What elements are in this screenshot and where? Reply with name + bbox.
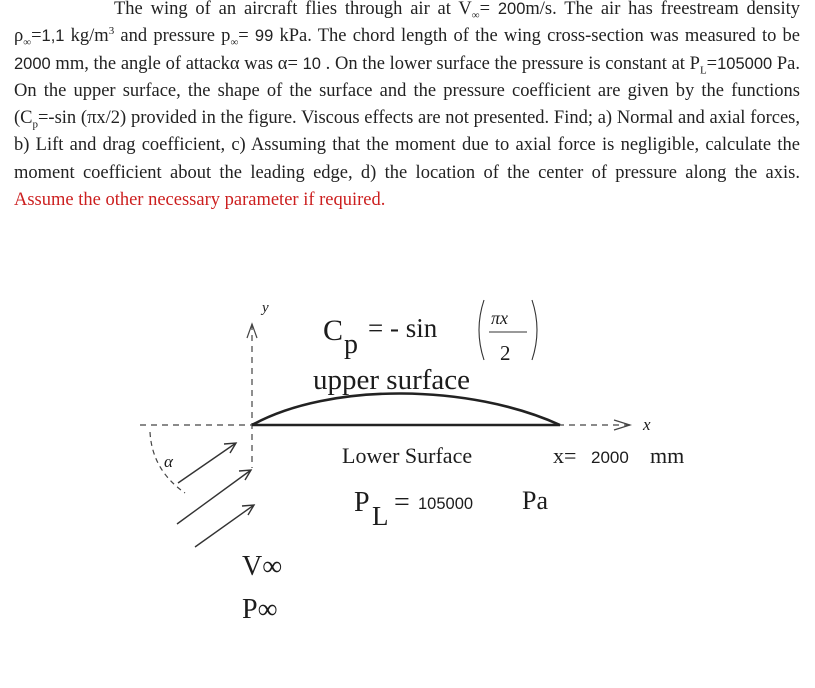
assumption-note: Assume the other necessary parameter if required. [14, 190, 386, 211]
cp-left-paren [479, 300, 484, 360]
chord-value: 2000 [14, 54, 51, 73]
pl-equals: = [394, 487, 410, 518]
speed-value: 200 [497, 0, 526, 18]
rho-inf-subscript: ∞ [23, 36, 32, 49]
pl-value: 105000 [418, 495, 474, 513]
cp-subscript-label: p [344, 329, 358, 360]
freestream-arrows [177, 443, 254, 547]
cp-fraction-numerator: πx [491, 308, 509, 328]
airfoil-upper-surface [252, 393, 560, 425]
v-infinity-label: V∞ [242, 551, 283, 582]
pressure-value: 99 [254, 27, 274, 46]
equals-sign: = [238, 26, 255, 47]
density-unit: kg/m [64, 26, 109, 47]
freestream-arrow-1 [178, 443, 236, 483]
chord-end-prefix: x= [553, 443, 577, 468]
chord-end-value: 2000 [591, 448, 629, 467]
upper-surface-label: upper surface [313, 364, 470, 396]
chord-end-unit: mm [650, 443, 685, 468]
problem-text-7: =-sin (πx/2) provided in the figure. Viscous effects are not presented. Find; a) Normal and axial forces, b) Lift and drag coefficient, c) Assuming that the moment due to axial force is negligible, calculate the moment coefficient about the leading edge, d) the location of the center of pressure along the axis. [14, 108, 800, 183]
lower-pressure-value: 105000 [717, 54, 773, 73]
pl-symbol: P [354, 487, 370, 518]
pl-unit: Pa [522, 486, 548, 515]
speed-unit-text: m/s. The air has freestream density ρ [14, 0, 800, 47]
alpha-value: 10 [302, 54, 321, 73]
pl-subscript-label: L [372, 501, 389, 531]
problem-text-2: and pressure p [114, 26, 231, 47]
x-axis-label: x [643, 415, 651, 434]
y-axis-label: y [262, 300, 269, 316]
freestream-arrow-3 [195, 505, 254, 547]
problem-text-4: mm, the angle of attackα was α= [50, 53, 303, 74]
equals-sign: = [706, 53, 718, 74]
cp-fraction-denominator: 2 [500, 341, 511, 365]
density-unit-exponent: 3 [108, 25, 115, 38]
cp-right-paren [532, 300, 537, 360]
problem-text-5: . On the lower surface the pressure is constant at P [320, 53, 700, 74]
cp-symbol: C [323, 314, 344, 347]
p-inf-subscript: ∞ [230, 36, 239, 49]
problem-text-6: Pa. On the upper surface, the shape of the surface and the pressure coefficient are given by the functions (C [14, 53, 801, 129]
lower-surface-label: Lower Surface [342, 443, 473, 468]
problem-text-1: The wing of an aircraft flies through air at V [114, 0, 472, 19]
v-inf-subscript: ∞ [471, 9, 480, 22]
problem-text-3: kPa. The chord length of the wing cross-section was measured to be [273, 26, 801, 47]
equals-sign: = [31, 26, 42, 47]
cp-function: = - sin [368, 313, 438, 343]
alpha-label: α [164, 452, 173, 471]
density-value: 1,1 [41, 27, 65, 46]
p-infinity-label: P∞ [242, 594, 278, 625]
freestream-arrow-2 [177, 470, 251, 524]
equals-sign: = [479, 0, 498, 19]
pl-subscript: L [699, 64, 707, 77]
cp-subscript: p [32, 118, 38, 131]
